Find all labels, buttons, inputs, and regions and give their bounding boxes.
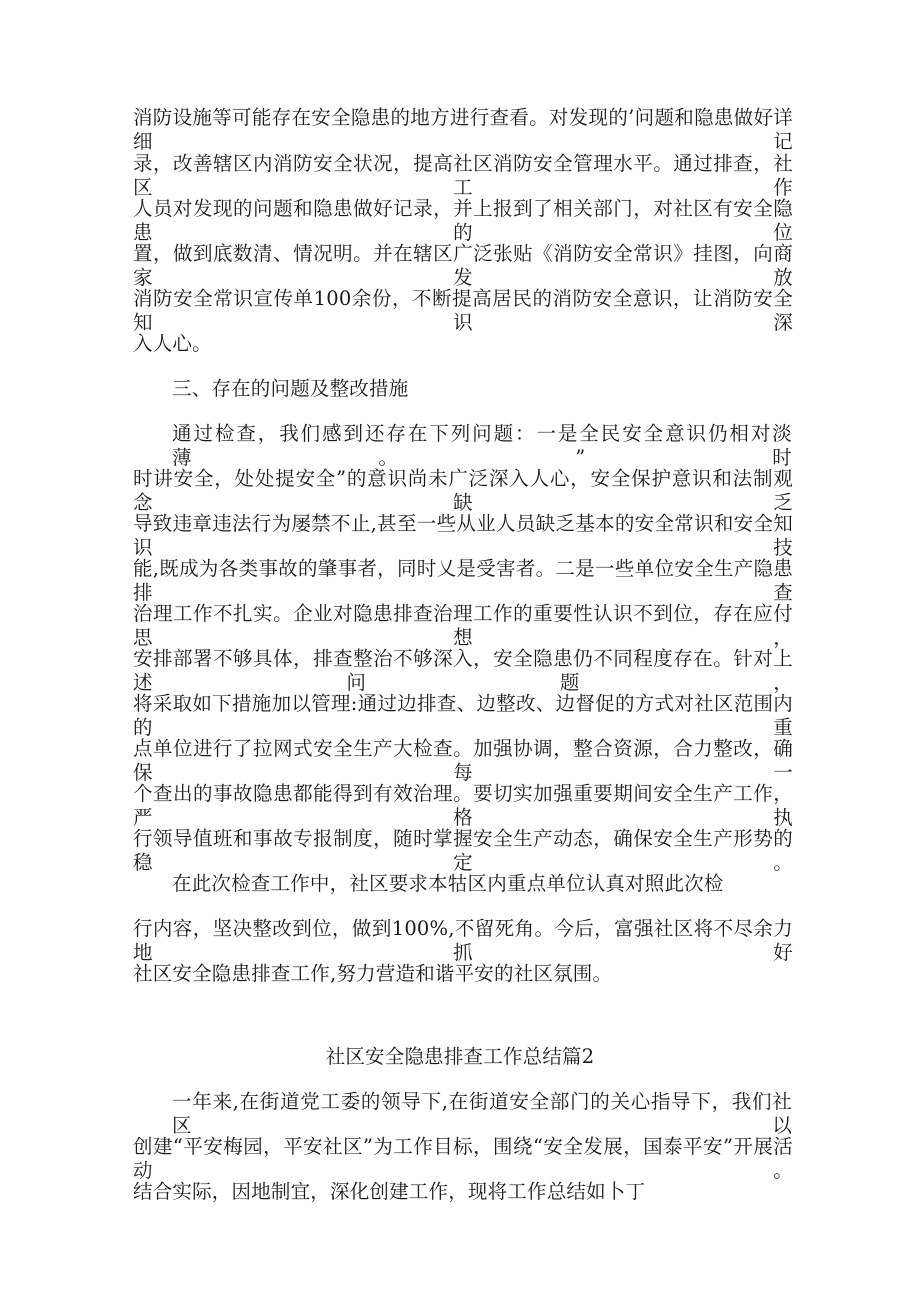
paragraph-line: 社区安全隐患排查工作,努力营造和谐平安的社区氛围。 xyxy=(133,962,613,985)
document-title: 社区安全隐患排查工作总结篇2 xyxy=(325,1045,595,1068)
paragraph-line: 行内容，坚决整改到位，做到100%,不留死角。今后，富强社区将不尽余力地抓好 xyxy=(133,917,793,964)
paragraph-line: 导致违章违法行为屡禁不止,甚至一些从业人员缺乏基本的安全常识和安全知识技 xyxy=(133,512,793,559)
paragraph-line: 能,既成为各类事故的肇事者，同时乂是受害者。二是一些单位安全生产隐患排查 xyxy=(133,557,793,604)
paragraph-line: 个查出的事故隐患都能得到有效治理。要切实加强重要期间安全生产工作，严格执 xyxy=(133,782,793,829)
paragraph-line: 人员对发现的问题和隐患做好记录，并上报到了相关部门，对社区有安全隐患的位 xyxy=(133,197,793,244)
paragraph-line: 一年来,在街道党工委的领导下,在街道安全部门的关心指导下，我们社区以 xyxy=(172,1090,792,1137)
paragraph-line: 将采取如下措施加以管理:通过边排查、边整改、边督促的方式对社区范围内的重 xyxy=(133,692,793,739)
paragraph-line: 安排部署不够具体，排查整治不够深入，安全隐患仍不同程度存在。针对上述问题， xyxy=(133,647,793,694)
paragraph-line: 入人心。 xyxy=(133,332,212,355)
paragraph-line: 治理工作不扎实。企业对隐患排查治理工作的重要性认识不到位，存在应付思想， xyxy=(133,602,793,649)
section-heading: 三、存在的问题及整改措施 xyxy=(172,377,409,400)
paragraph-line: 时讲安全，处处提安全”的意识尚未广泛深入人心，安全保护意识和法制观念缺乏 xyxy=(133,467,793,514)
paragraph-line: 在此次检查工作中，社区要求本牯区内重点单位认真对照此次检 xyxy=(172,872,724,895)
paragraph-line: 消防安全常识宣传单100余份，不断提高居民的消防安全意识，让消防安全知识深 xyxy=(133,287,793,334)
paragraph-line: 点单位进行了拉网式安全生产大检查。加强协调，整合资源，合力整改，确保每一 xyxy=(133,737,793,784)
paragraph-line: 通过检查，我们感到还存在下列问题：一是全民安全意识仍相对淡薄。”时 xyxy=(172,422,792,469)
paragraph-line: 置，做到底数清、情况明。并在辖区广泛张贴《消防安全常识》挂图，向商家发放 xyxy=(133,242,793,289)
paragraph-line: 消防设施等可能存在安全隐患的地方进行查看。对发现的’问题和隐患做好详细记 xyxy=(133,106,793,153)
paragraph-line: 结合实际，因地制宜，深化创建工作，现将工作总结如卜丁 xyxy=(133,1180,646,1203)
paragraph-line: 创建“平安梅园，平安社区”为工作目标，围绕“安全发展，国泰平安”开展活动。 xyxy=(133,1135,793,1182)
paragraph-line: 录，改善辖区内消防安全状况，提高社区消防安全管理水平。通过排查，社区工作 xyxy=(133,152,793,199)
paragraph-line: 行领导值班和事故专报制度，随时掌握安全生产动态，确保安全生产形势的稳定。 xyxy=(133,827,793,874)
